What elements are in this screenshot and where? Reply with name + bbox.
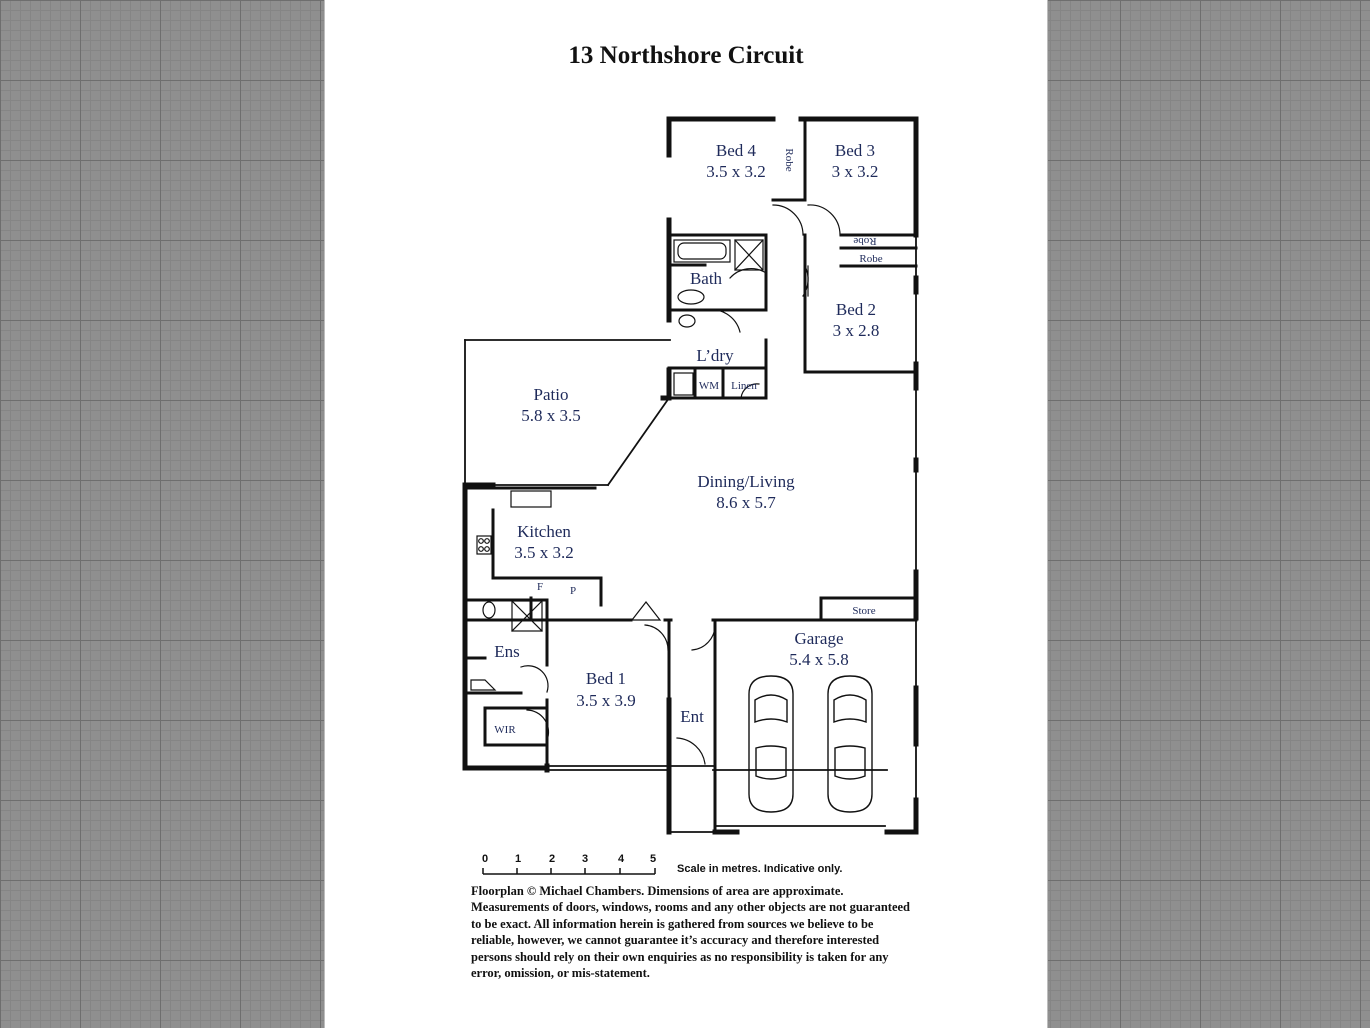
room-name-entry: Ent <box>680 707 704 726</box>
room-name-dining: Dining/Living <box>697 472 795 491</box>
car-icon <box>749 676 793 812</box>
room-name-laundry: L’dry <box>696 346 734 365</box>
room-name-bed1: Bed 1 <box>585 669 627 688</box>
room-name-garage: Garage <box>794 629 844 648</box>
label-robe-bed3: Robe <box>853 235 877 247</box>
label-robe-bed2: Robe <box>859 253 883 265</box>
bathtub-inner <box>678 243 726 259</box>
garage-cars <box>749 676 872 812</box>
scale-tick-0: 0 <box>481 853 489 865</box>
room-dims-dining: 8.6 x 5.7 <box>716 493 776 512</box>
scale-tick-5: 5 <box>649 853 657 865</box>
room-name-patio: Patio <box>533 385 569 404</box>
room-dims-kitchen: 3.5 x 3.2 <box>514 543 574 562</box>
room-name-bed4: Bed 4 <box>715 141 757 160</box>
toilet-icon <box>679 315 695 327</box>
sink-icon <box>511 491 551 507</box>
ens-toilet-icon <box>483 602 495 618</box>
room-name-ens: Ens <box>494 642 520 661</box>
cooktop-icon <box>477 536 491 554</box>
label-robe-bed4: Robe <box>783 148 795 172</box>
disclaimer-text: Floorplan © Michael Chambers. Dimensions of area are approximate. Measurements of doors, windows, rooms and any other objects are not guaranteed to be exact. All information herein is gathered from sources we believe to be reliable, however, we cannot guarantee it’s accuracy and therefore interested persons should rely on their own enquiries as no responsibility is taken for any error, omission, or mis-statement. <box>471 884 910 981</box>
room-dims-bed1: 3.5 x 3.9 <box>576 691 636 710</box>
scale-tick-1: 1 <box>514 853 522 865</box>
room-dims-garage: 5.4 x 5.8 <box>789 650 849 669</box>
room-name-bed2: Bed 2 <box>835 300 877 319</box>
scale-tick-4: 4 <box>617 853 625 865</box>
room-name-bed3: Bed 3 <box>834 141 876 160</box>
room-dims-bed2: 3 x 2.8 <box>832 321 880 340</box>
ens-basin-icon <box>471 680 495 690</box>
page-title: 13 Northshore Circuit <box>568 42 804 69</box>
scale-tick-2: 2 <box>548 853 556 865</box>
label-pantry: P <box>569 585 577 597</box>
label-linen: Linen <box>731 380 757 392</box>
floorplan-sheet <box>324 0 1048 1028</box>
car-icon <box>828 676 872 812</box>
room-dims-bed3: 3 x 3.2 <box>831 162 879 181</box>
entry-step-icon <box>632 602 660 620</box>
room-dims-patio: 5.8 x 3.5 <box>521 406 581 425</box>
label-store: Store <box>852 605 876 617</box>
label-wir: WIR <box>494 724 516 736</box>
label-wm: WM <box>698 380 720 392</box>
scale-note: Scale in metres. Indicative only. <box>677 863 843 875</box>
room-dims-bed4: 3.5 x 3.2 <box>706 162 766 181</box>
scale-bar <box>482 853 656 874</box>
scale-tick-3: 3 <box>581 853 589 865</box>
room-name-bath: Bath <box>689 269 723 288</box>
room-name-kitchen: Kitchen <box>517 522 571 541</box>
label-fridge: F <box>536 581 544 593</box>
basin-icon <box>678 290 704 304</box>
tub-laundry-icon <box>674 373 693 395</box>
